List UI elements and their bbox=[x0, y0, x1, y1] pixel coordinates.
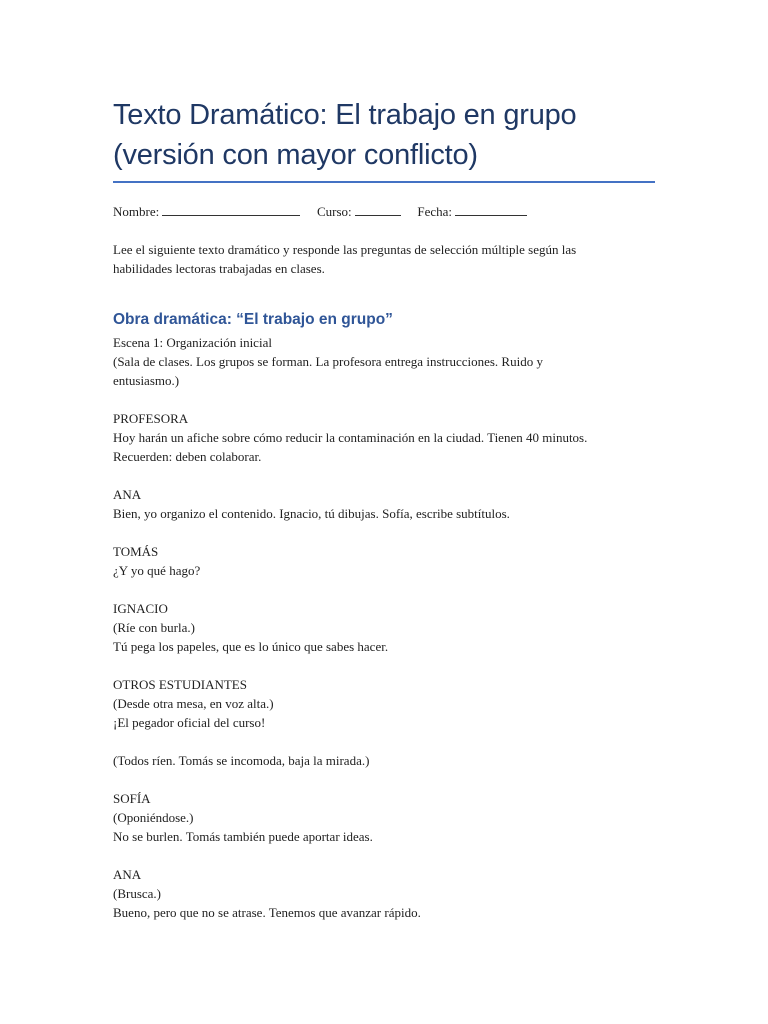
block-spacer bbox=[113, 466, 658, 485]
speaker-name: PROFESORA bbox=[113, 411, 189, 426]
stage-direction-line-1: (Sala de clases. Los grupos se forman. La profesora entrega instrucciones. Ruido y bbox=[113, 354, 543, 369]
title-line-1: Texto Dramático: El trabajo en grupo bbox=[113, 99, 577, 131]
block-spacer bbox=[113, 580, 658, 599]
speaker-name: SOFÍA bbox=[113, 791, 151, 806]
dialogue-line: Bueno, pero que no se atrase. Tenemos que avanzar rápido. bbox=[113, 905, 421, 920]
speaker-name: TOMÁS bbox=[113, 544, 159, 559]
speaker-name: IGNACIO bbox=[113, 601, 168, 616]
intro-line-1: Lee el siguiente texto dramático y responde las preguntas de selección múltiple según las bbox=[113, 242, 577, 257]
dialogue-line: (Desde otra mesa, en voz alta.) bbox=[113, 696, 274, 711]
dialogue-line: No se burlen. Tomás también puede aportar ideas. bbox=[113, 829, 373, 844]
scene-title: Escena 1: Organización inicial bbox=[113, 335, 272, 350]
title-line-2: (versión con mayor conflicto) bbox=[113, 139, 478, 171]
instructions bbox=[113, 240, 658, 278]
dialogue-line: Bien, yo organizo el contenido. Ignacio, tú dibujas. Sofía, escribe subtítulos. bbox=[113, 506, 510, 521]
dialogue-line: (Todos ríen. Tomás se incomoda, baja la mirada.) bbox=[113, 753, 370, 768]
curso-blank[interactable] bbox=[355, 205, 401, 216]
dialogue-line: Tú pega los papeles, que es lo único que sabes hacer. bbox=[113, 639, 389, 654]
stage-direction-line-2: entusiasmo.) bbox=[113, 373, 180, 388]
block-spacer bbox=[113, 846, 658, 865]
block-spacer bbox=[113, 770, 658, 789]
dialogue-line: (Oponiéndose.) bbox=[113, 810, 194, 825]
section-heading: Obra dramática: “El trabajo en grupo” bbox=[113, 311, 393, 328]
block-spacer bbox=[113, 732, 658, 751]
block-spacer bbox=[113, 656, 658, 675]
block-spacer bbox=[113, 390, 658, 409]
fecha-blank[interactable] bbox=[455, 205, 527, 216]
fecha-label: Fecha: bbox=[417, 204, 453, 219]
dialogue-line: ¡El pegador oficial del curso! bbox=[113, 715, 266, 730]
play-text bbox=[113, 333, 658, 922]
title-underline bbox=[113, 181, 655, 183]
document-title bbox=[113, 95, 658, 175]
curso-label: Curso: bbox=[316, 204, 352, 219]
dialogue-line: ¿Y yo qué hago? bbox=[113, 563, 201, 578]
dialogue-line: (Brusca.) bbox=[113, 886, 162, 901]
block-spacer bbox=[113, 523, 658, 542]
speaker-name: OTROS ESTUDIANTES bbox=[113, 677, 247, 692]
speaker-name: ANA bbox=[113, 867, 142, 882]
dialogue-line: (Ríe con burla.) bbox=[113, 620, 195, 635]
nombre-blank[interactable] bbox=[162, 205, 300, 216]
nombre-label: Nombre: bbox=[113, 204, 160, 219]
dialogue-line: Hoy harán un afiche sobre cómo reducir la contaminación en la ciudad. Tienen 40 minutos. bbox=[113, 430, 588, 445]
dialogue-line: Recuerden: deben colaborar. bbox=[113, 449, 262, 464]
student-fields bbox=[113, 204, 658, 220]
intro-line-2: habilidades lectoras trabajadas en clases. bbox=[113, 261, 325, 276]
speaker-name: ANA bbox=[113, 487, 142, 502]
dialogue bbox=[113, 390, 658, 922]
document-page bbox=[113, 95, 658, 922]
